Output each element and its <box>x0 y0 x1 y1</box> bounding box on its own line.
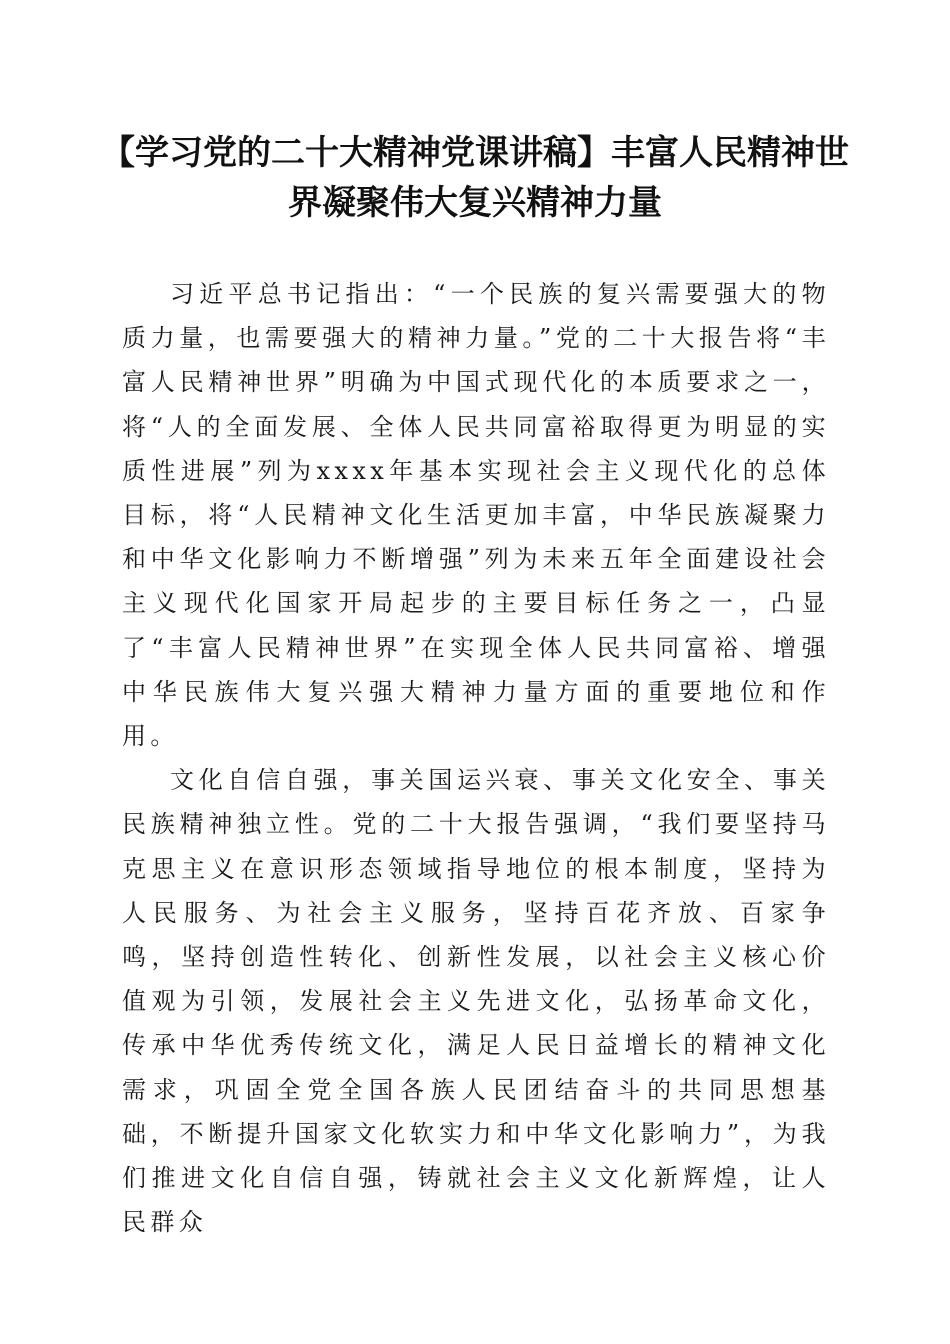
paragraph-2: 文化自信自强，事关国运兴衰、事关文化安全、事关民族精神独立性。党的二十大报告强调，“我们要坚持马克思主义在意识形态领域指导地位的根本制度，坚持为人民服务、为社会主义服务，坚持百花齐放、百家争鸣，坚持创造性转化、创新性发展，以社会主义核心价值观为引领，发展社会主义先进文化，弘扬革命文化，传承中华优秀传统文化，满足人民日益增长的精神文化需求，巩固全党全国各族人民团结奋斗的共同思想基础，不断提升国家文化软实力和中华文化影响力”，为我们推进文化自信自强，铸就社会主义文化新辉煌，让人民群众 <box>122 766 830 1237</box>
document-body <box>122 272 830 1244</box>
paragraph-1: 习近平总书记指出：“一个民族的复兴需要强大的物质力量，也需要强大的精神力量。”党的二十大报告将“丰富人民精神世界”明确为中国式现代化的本质要求之一，将“人的全面发展、全体人民共同富裕取得更为明显的实质性进展”列为xxxx年基本实现社会主义现代化的总体目标，将“人民精神文化生活更加丰富，中华民族凝聚力和中华文化影响力不断增强”列为未来五年全面建设社会主义现代化国家开局起步的主要目标任务之一，凸显了“丰富人民精神世界”在实现全体人民共同富裕、增强中华民族伟大复兴强大精神力量方面的重要地位和作用。 <box>122 280 830 751</box>
document-title: 【学习党的二十大精神党课讲稿】丰富人民精神世界凝聚伟大复兴精神力量 <box>101 133 849 223</box>
